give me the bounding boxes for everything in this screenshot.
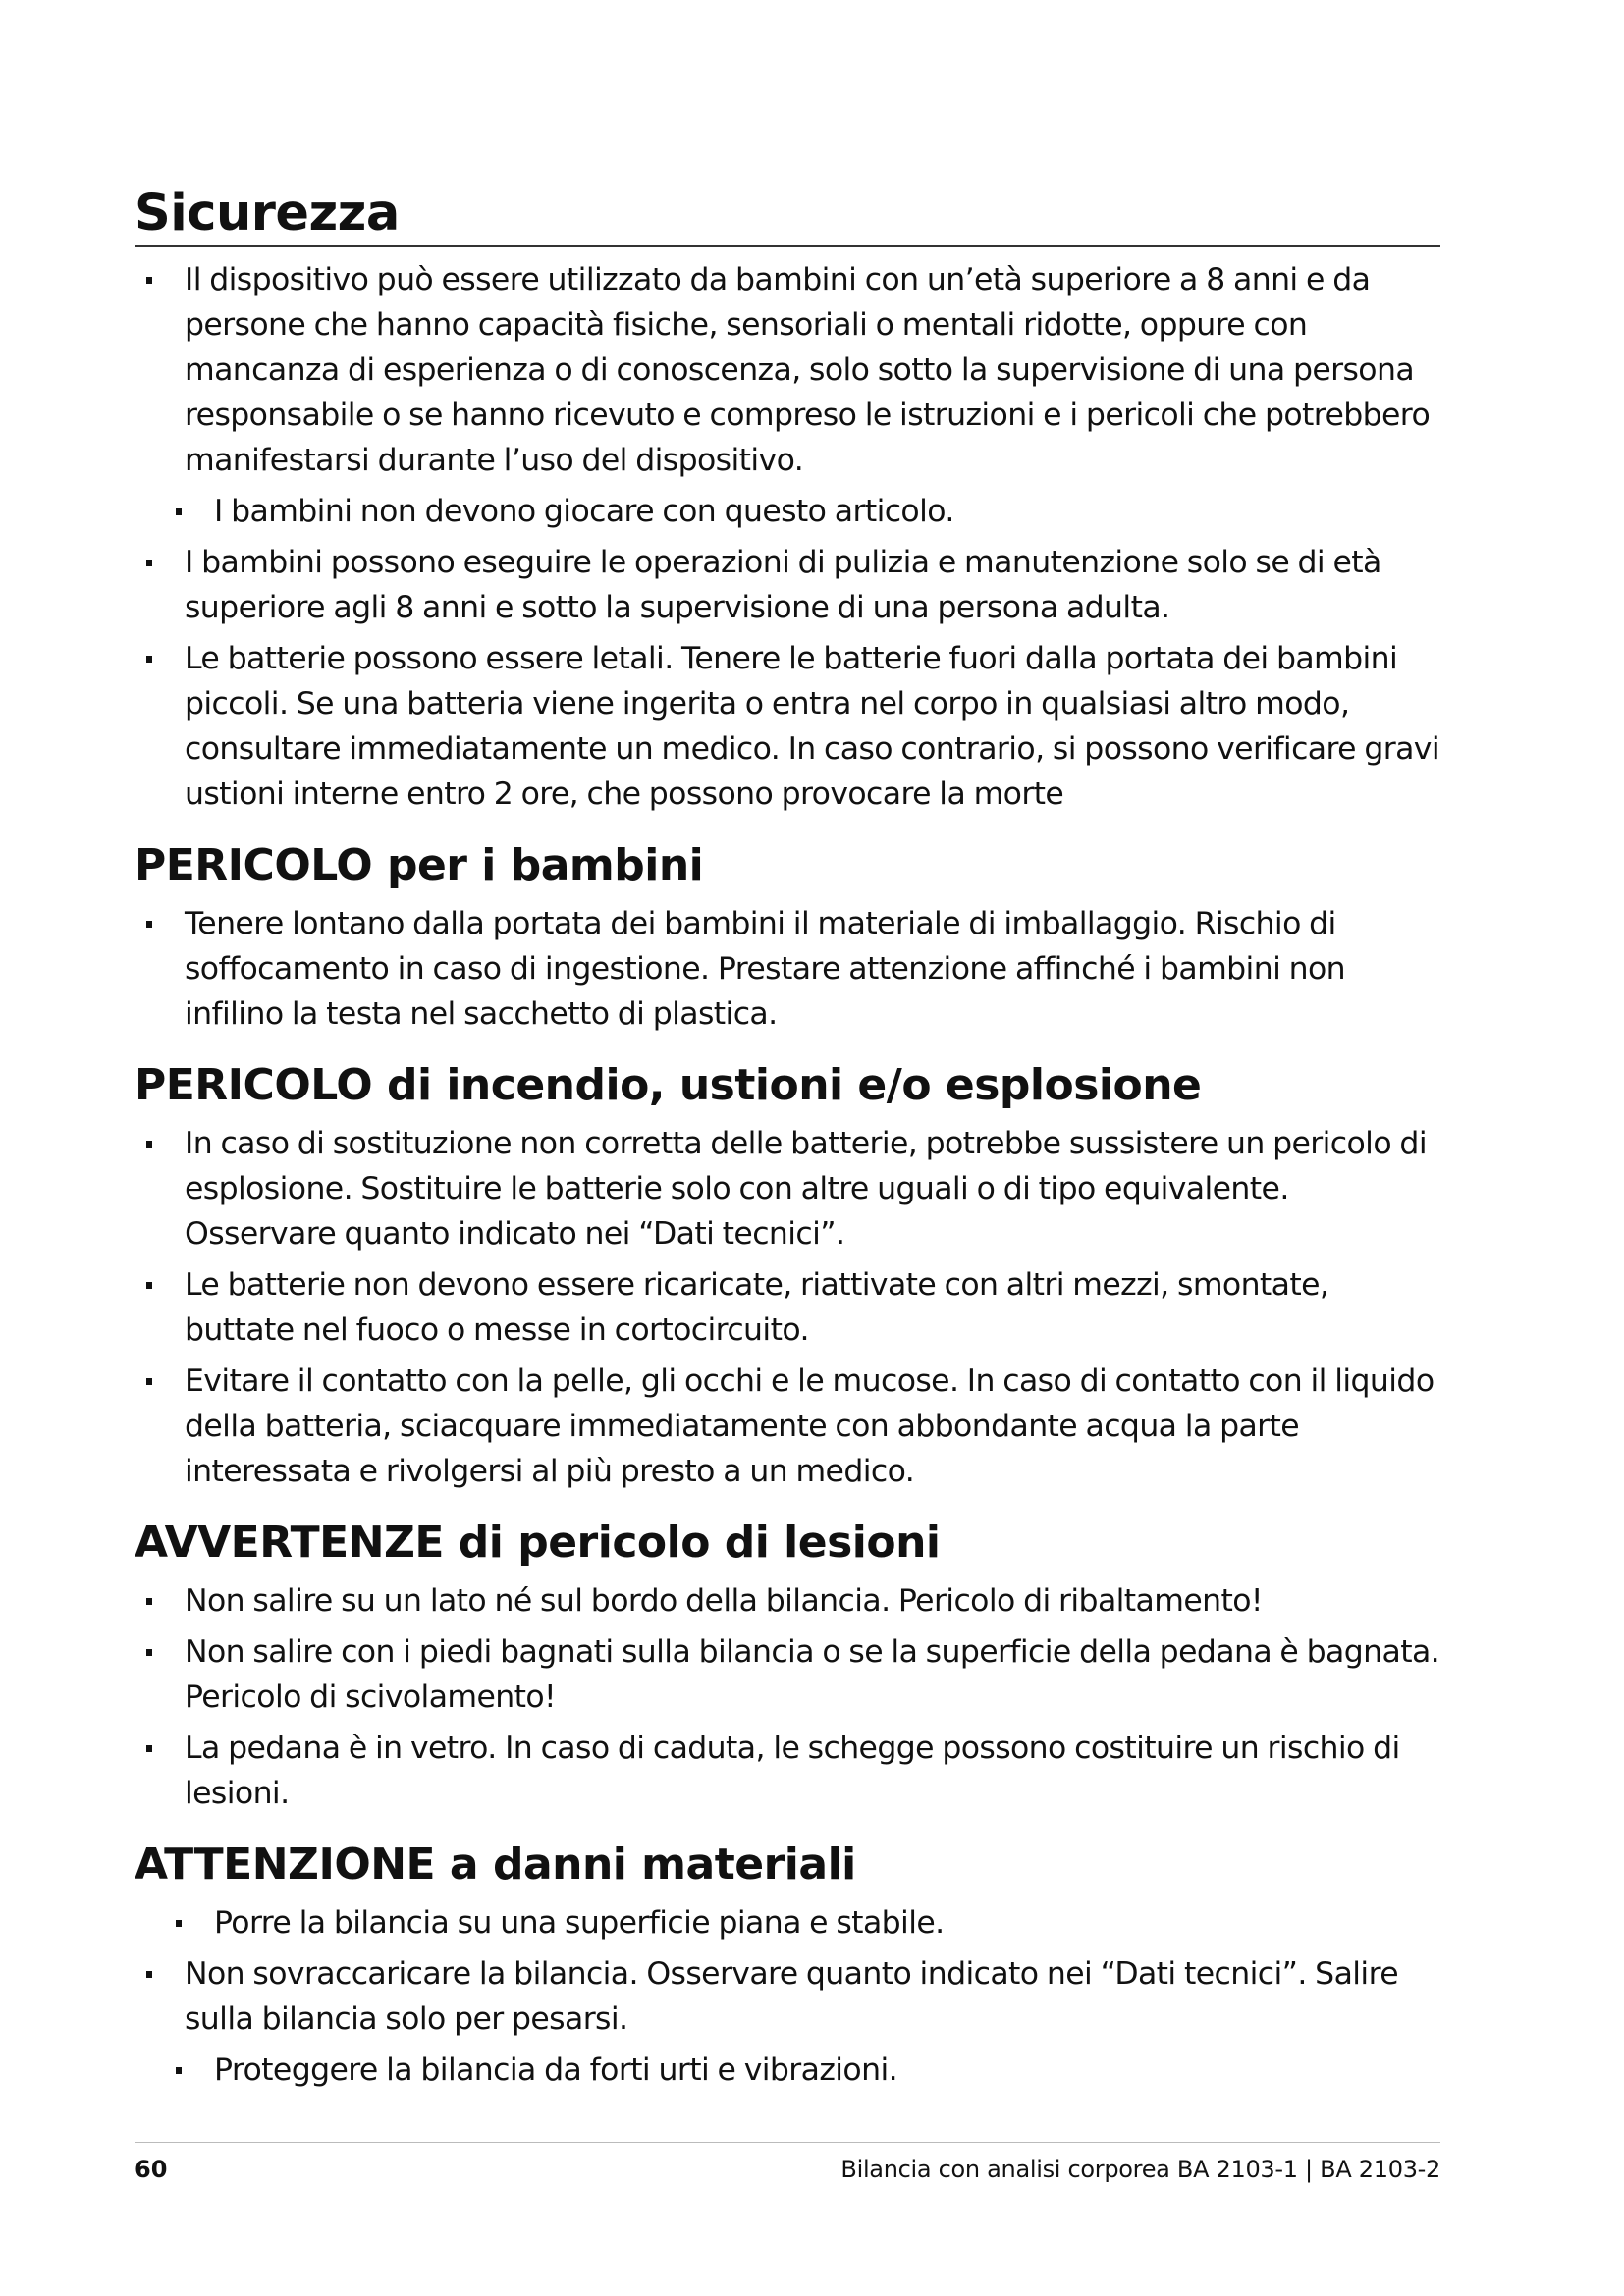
list-item-text: Le batterie non devono essere ricaricate, riattivate con altri mezzi, smontate, buttate nel fuoco o messe in cortocircuito. bbox=[185, 1267, 1329, 1348]
footer-product-name: Bilancia con analisi corporea BA 2103-1 | BA 2103-2 bbox=[840, 2156, 1440, 2183]
bullet-icon bbox=[176, 2067, 182, 2074]
list-item-text: Non salire su un lato né sul bordo della bilancia. Pericolo di ribaltamento! bbox=[185, 1583, 1263, 1619]
page-number: 60 bbox=[135, 2156, 168, 2183]
bullet-icon bbox=[146, 1598, 152, 1605]
bullet-list bbox=[135, 1121, 1440, 1494]
title-divider bbox=[135, 245, 1440, 247]
bullet-icon bbox=[176, 1920, 182, 1927]
list-item bbox=[135, 1629, 1440, 1720]
section-heading: AVVERTENZE di pericolo di lesioni bbox=[135, 1518, 941, 1568]
footer-divider bbox=[135, 2142, 1440, 2143]
list-item bbox=[135, 1359, 1440, 1494]
bullet-icon bbox=[176, 508, 182, 515]
list-item bbox=[135, 901, 1440, 1037]
list-item bbox=[135, 2048, 1440, 2093]
list-item bbox=[135, 1951, 1440, 2042]
section bbox=[135, 257, 1440, 817]
bullet-list bbox=[135, 901, 1440, 1037]
list-item bbox=[135, 1121, 1440, 1256]
list-item-text: Non salire con i piedi bagnati sulla bilancia o se la superficie della pedana è bagnata. Pericolo di scivolamento! bbox=[185, 1634, 1440, 1715]
list-item bbox=[135, 1578, 1440, 1624]
bullet-icon bbox=[146, 1282, 152, 1289]
list-item-text: I bambini non devono giocare con questo articolo. bbox=[214, 494, 954, 529]
list-item bbox=[135, 636, 1440, 817]
list-item-text: In caso di sostituzione non corretta delle batterie, potrebbe sussistere un pericolo di esplosione. Sostituire le batterie solo con altre uguali o di tipo equivalente. Osservare quanto indicato nei “Dati tecnici”. bbox=[185, 1126, 1427, 1252]
list-item-text: I bambini possono eseguire le operazioni di pulizia e manutenzione solo se di età superiore agli 8 anni e sotto la supervisione di una persona adulta. bbox=[185, 545, 1381, 625]
section bbox=[135, 838, 1440, 1037]
bullet-list bbox=[135, 1900, 1440, 2093]
page-title: Sicurezza bbox=[135, 185, 400, 242]
section-heading: ATTENZIONE a danni materiali bbox=[135, 1840, 856, 1890]
bullet-icon bbox=[146, 277, 152, 284]
bullet-icon bbox=[146, 1971, 152, 1978]
bullet-icon bbox=[146, 560, 152, 566]
list-item bbox=[135, 1726, 1440, 1816]
bullet-icon bbox=[146, 656, 152, 663]
sections-container bbox=[135, 257, 1440, 2093]
bullet-icon bbox=[146, 1745, 152, 1752]
list-item bbox=[135, 1900, 1440, 1946]
bullet-icon bbox=[146, 1141, 152, 1148]
list-item-text: La pedana è in vetro. In caso di caduta, le schegge possono costituire un rischio di lesioni. bbox=[185, 1731, 1400, 1811]
list-item-text: Le batterie possono essere letali. Tenere le batterie fuori dalla portata dei bambini piccoli. Se una batteria viene ingerita o entra nel corpo in qualsiasi altro modo, consultare immediatamente un medico. In caso contrario, si possono verificare gravi ustioni interne entro 2 ore, che possono provocare la morte bbox=[185, 641, 1439, 812]
bullet-icon bbox=[146, 921, 152, 928]
page-content bbox=[135, 183, 1440, 2099]
list-item-text: Il dispositivo può essere utilizzato da bambini con un’età superiore a 8 anni e da persone che hanno capacità fisiche, sensoriali o mentali ridotte, oppure con mancanza di esperienza o di conoscenza, solo sotto la supervisione di una persona responsabile o se hanno ricevuto e compreso le istruzioni e i pericoli che potrebbero manifestarsi durante l’uso del dispositivo. bbox=[185, 262, 1431, 478]
list-item-text: Tenere lontano dalla portata dei bambini il materiale di imballaggio. Rischio di soffocamento in caso di ingestione. Prestare attenzione affinché i bambini non infilino la testa nel sacchetto di plastica. bbox=[185, 906, 1346, 1032]
list-item-text: Evitare il contatto con la pelle, gli occhi e le mucose. In caso di contatto con il liquido della batteria, sciacquare immediatamente con abbondante acqua la parte interessata e rivolgersi al più presto a un medico. bbox=[185, 1363, 1435, 1489]
bullet-icon bbox=[146, 1378, 152, 1385]
section bbox=[135, 1838, 1440, 2093]
list-item-text: Non sovraccaricare la bilancia. Osservare quanto indicato nei “Dati tecnici”. Salire sulla bilancia solo per pesarsi. bbox=[185, 1956, 1399, 2037]
section bbox=[135, 1516, 1440, 1816]
section bbox=[135, 1058, 1440, 1494]
list-item-text: Porre la bilancia su una superficie piana e stabile. bbox=[214, 1905, 945, 1941]
bullet-list bbox=[135, 1578, 1440, 1816]
list-item bbox=[135, 257, 1440, 483]
list-item bbox=[135, 540, 1440, 630]
list-item-text: Proteggere la bilancia da forti urti e vibrazioni. bbox=[214, 2053, 898, 2088]
section-heading: PERICOLO di incendio, ustioni e/o esplosione bbox=[135, 1060, 1202, 1110]
list-item bbox=[135, 489, 1440, 534]
list-item bbox=[135, 1262, 1440, 1353]
bullet-list bbox=[135, 257, 1440, 817]
bullet-icon bbox=[146, 1649, 152, 1656]
section-heading: PERICOLO per i bambini bbox=[135, 840, 704, 890]
